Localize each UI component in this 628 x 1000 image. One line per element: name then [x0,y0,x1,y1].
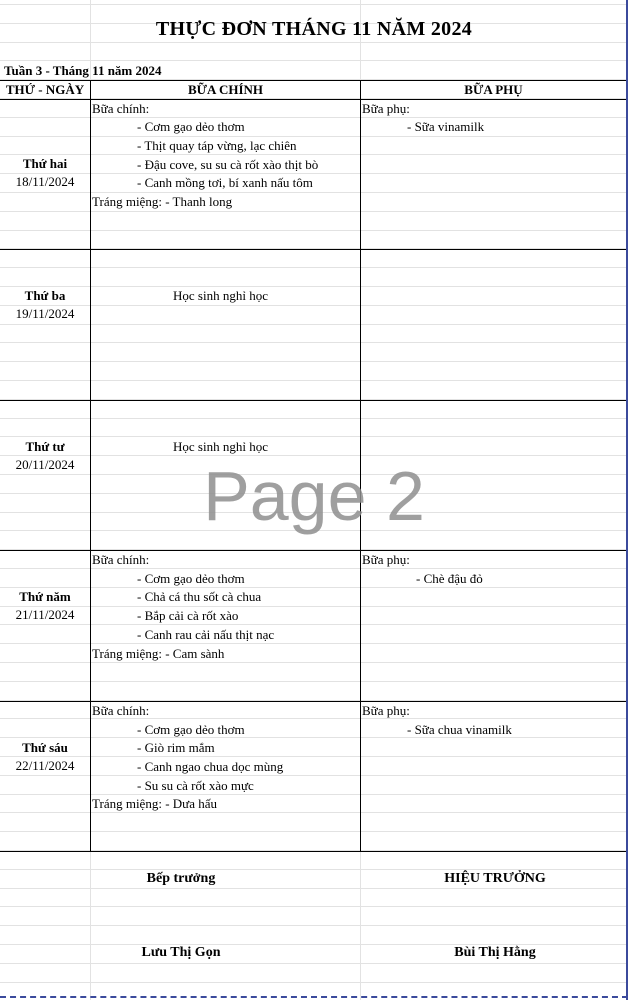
gridline [0,4,628,5]
gridline [0,869,628,870]
day-name: Thứ sáu [22,740,68,755]
header-main-meal: BỮA CHÍNH [188,82,263,97]
day-label [0,588,90,624]
main-meal-item: - Canh mồng tơi, bí xanh nấu tôm [137,175,313,190]
principal-title: HIỆU TRƯỞNG [444,871,546,886]
gridline [0,906,628,907]
gridline [0,60,628,61]
day-name: Thứ hai [22,156,68,171]
day-label [0,287,90,323]
day-date: 18/11/2024 [15,174,75,189]
main-meal-item: - Su su cà rốt xào mực [137,778,254,793]
main-meal-label: Bữa chính: [92,552,150,567]
main-meal-item: - Chả cá thu sốt cà chua [137,589,262,604]
gridline [0,230,628,231]
gridline [0,42,628,43]
gridline [0,624,628,625]
table-border [0,400,628,401]
gridline [0,342,628,343]
gridline [0,136,628,137]
day-name: Thứ ba [24,288,66,303]
day-label [0,155,90,191]
snack-label: Bữa phụ: [362,101,410,116]
gridline [0,982,628,983]
principal-name: Bùi Thị Hằng [454,945,536,960]
gridline [0,831,628,832]
gridline [0,436,628,437]
dessert: Tráng miệng: - Dưa hấu [92,796,217,811]
page-break-line [0,996,628,998]
header-day: THỨ - NGÀY [5,82,85,97]
snack-item: - Sữa vinamilk [407,119,485,134]
main-meal-item: - Cơm gạo dẻo thơm [137,119,245,134]
gridline [0,361,628,362]
gridline [0,737,628,738]
header-snack: BỮA PHỤ [464,82,523,97]
snack-label: Bữa phụ: [362,703,410,718]
main-meal-label: Bữa chính: [92,703,150,718]
dessert: Tráng miệng: - Cam sành [92,646,225,661]
gridline [0,305,628,306]
main-meal-item: - Đậu cove, su su cà rốt xào thịt bò [137,157,319,172]
gridline [0,775,628,776]
gridline [0,888,628,889]
day-name: Thứ tư [25,439,65,454]
main-meal-item: - Cơm gạo dẻo thơm [137,722,245,737]
day-date: 21/11/2024 [15,607,75,622]
snack-item: - Chè đậu đỏ [416,571,483,586]
main-meal-item: - Cơm gạo dẻo thơm [137,571,245,586]
gridline [0,606,628,607]
day-name: Thứ năm [19,589,71,604]
snack-item: - Sữa chua vinamilk [407,722,512,737]
snack-label: Bữa phụ: [362,552,410,567]
gridline [0,211,628,212]
table-border [0,851,628,852]
gridline [0,963,628,964]
chef-title: Bếp trưởng [146,871,216,886]
main-meal-item: - Canh rau cải nấu thịt nạc [137,627,275,642]
gridline [0,643,628,644]
main-meal-item: - Giò rim mắm [137,740,215,755]
page-title: THỰC ĐƠN THÁNG 11 NĂM 2024 [155,18,473,40]
gridline [0,681,628,682]
main-meal-item: - Thịt quay táp vừng, lạc chiên [137,138,297,153]
day-note: Học sinh nghỉ học [173,288,268,303]
week-label: Tuần 3 - Tháng 11 năm 2024 [4,63,162,78]
gridline [0,587,628,588]
gridline [0,286,628,287]
main-meal-item: - Canh ngao chua dọc mùng [137,759,284,774]
gridline [0,756,628,757]
day-label [0,739,90,775]
gridline [0,418,628,419]
day-date: 22/11/2024 [15,758,75,773]
gridline [0,154,628,155]
table-border [0,249,628,250]
day-date: 19/11/2024 [15,306,75,321]
main-meal-label: Bữa chính: [92,101,150,116]
dessert: Tráng miệng: - Thanh long [92,194,233,209]
gridline [0,267,628,268]
main-meal-item: - Bắp cải cà rốt xào [137,608,239,623]
day-date: 20/11/2024 [15,457,75,472]
gridline [0,324,628,325]
gridline [0,925,628,926]
gridline [0,380,628,381]
day-note: Học sinh nghỉ học [173,439,268,454]
page-watermark: Page 2 [203,457,425,535]
chef-name: Lưu Thị Gọn [141,945,221,960]
